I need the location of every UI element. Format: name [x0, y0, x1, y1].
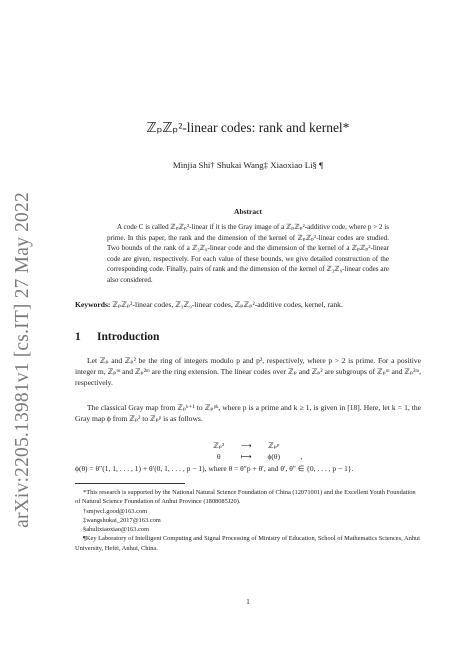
section-title: Introduction — [97, 331, 160, 343]
arxiv-id: arXiv:2205.13981v1 [cs.IT] 27 May 2022 — [12, 192, 34, 528]
page-number: 1 — [246, 597, 250, 606]
footnote-email-2: ‡wangshukai_2017@163.com — [83, 516, 161, 524]
gray-map-row-1 — [205, 440, 315, 451]
gray-map-display — [205, 440, 315, 462]
gray-map-formula: ϕ(θ) = θ″(1, 1, . . . , 1) + θ′(0, 1, . . . , p − 1), where θ = θ″p + θ′, and θ′, θ″ ∈ {0, . . . , p − 1}. — [75, 464, 354, 473]
intro-paragraph-1: Let ℤₚ and ℤₚ² be the ring of integers modulo p and p², respectively, where p > 2 is prime. For a positive integer m, ℤₚᵐ and ℤₚ²ᵐ are the ring extension. The linear codes over ℤₚ and ℤₚ² are subgroups of ℤₚᵐ and ℤₚ²ᵐ, respectively. — [75, 356, 421, 387]
footnotes — [75, 488, 421, 553]
keywords — [75, 300, 421, 309]
footnote-email-3: §ahulixiaoxiao@163.com — [83, 526, 150, 534]
gray-map-row-2 — [205, 451, 315, 462]
section-heading — [75, 331, 159, 343]
intro-paragraph-2: The classical Gray map from ℤₚᵏ⁺¹ to ℤₚᵖᵏ, where p is a prime and k ≥ 1, is given in [18]. Here, let k = 1, the Gray map ϕ from ℤₚ² to ℤₚᵖ is as follows. — [75, 403, 421, 423]
footnote-affiliation: ¶Key Laboratory of Intelligent Computing and Signal Processing of Ministry of Education, School of Mathematics Sciences, Anhui University, Hefei, Anhui, China. — [75, 535, 420, 552]
gray-map-image: ϕ(θ) — [267, 452, 281, 461]
paper-page — [75, 0, 421, 670]
gray-map-comma: , — [300, 452, 303, 461]
author-list: Minjia Shi† Shukai Wang‡ Xiaoxiao Li§ ¶ — [172, 160, 324, 170]
paper-title: ℤₚℤₚ²-linear codes: rank and kernel* — [146, 120, 350, 135]
keywords-text: ℤₚℤₚ²-linear codes, ℤ₃ℤ₉-linear codes, ℤₚℤₚ²-additive codes, kernel, rank. — [110, 300, 343, 309]
gray-map-arrow: ⟶ — [240, 441, 252, 450]
footnote-funding: *This research is supported by the National Natural Science Foundation of China (12071001) and the Excellent Youth Foundation of Natural Science Foundation of Anhui Province (1808085J20). — [75, 489, 416, 506]
keywords-label: Keywords: — [75, 300, 111, 309]
section-number: 1 — [75, 331, 81, 343]
abstract-text: A code C is called ℤₚℤₚ²-linear if it is the Gray image of a ℤₚℤₚ²-additive code, where p > 2 is prime. In this paper, the rank and the dimension of the kernel of ℤₚℤₚ²-linear codes are studied. Two bounds of the rank of a ℤ₃ℤ₉-linear code and the dimension of the kernel of a ℤₚℤₚ²-linear code are given, respectively. For each value of these bounds, we give detailed construction of the corresponding code. Finally, pairs of rank and the dimension of the kernel of ℤ₃ℤ₉-linear codes are also considered. — [107, 223, 389, 284]
gray-map-var: θ — [216, 452, 221, 461]
abstract-heading: Abstract — [234, 207, 262, 216]
gray-map-domain: ℤₚ² — [213, 441, 225, 450]
footnote-rule — [75, 483, 185, 484]
arxiv-stamp — [6, 150, 40, 570]
footnote-email-1: †smjwcl.good@163.com — [83, 507, 148, 515]
gray-map-maps-to: ⟼ — [240, 452, 252, 461]
gray-map-codomain: ℤₚᵖ — [268, 441, 280, 450]
